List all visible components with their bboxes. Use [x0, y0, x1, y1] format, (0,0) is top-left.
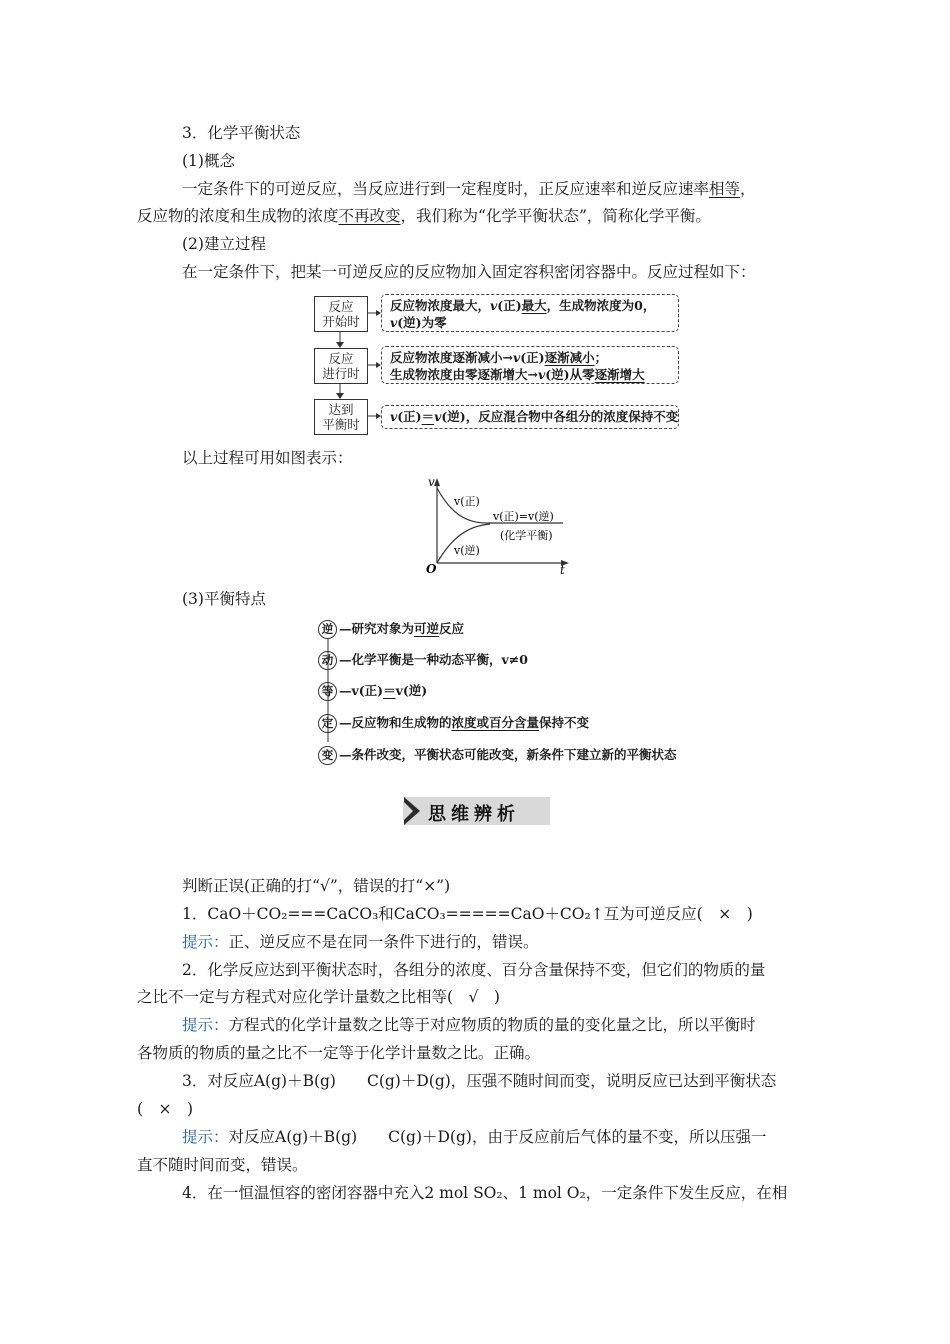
flow-step-progress: 反应 进行时: [314, 348, 368, 384]
graph-intro: 以上过程可用如图表示：: [182, 449, 353, 467]
question-2-line-2: 之比不一定与方程式对应化学计量数之比相等( √ ): [137, 988, 500, 1006]
feature-change: 变 —条件改变，平衡状态可能改变，新条件下建立新的平衡状态: [318, 746, 677, 765]
feature-reverse: 逆 —研究对象为可逆反应: [318, 620, 464, 639]
equilibrium-label: (化学平衡): [500, 529, 553, 542]
flow-connectors: [300, 290, 390, 440]
process-heading: (2)建立过程: [182, 235, 266, 253]
y-axis-label: v: [428, 475, 435, 489]
hint-1: 提示：正、逆反应不是在同一条件下进行的，错误。: [182, 933, 539, 951]
underline-equal: 相等: [709, 180, 741, 198]
rate-time-graph: [420, 472, 580, 577]
underline-unchanged: 不再改变: [338, 207, 401, 225]
concept-line-2: 反应物的浓度和生成物的浓度不再改变，我们称为“化学平衡状态”，简称化学平衡。: [137, 207, 711, 225]
feature-dynamic: 动 —化学平衡是一种动态平衡，v≠0: [318, 651, 528, 670]
flow-step-equilibrium: 达到 平衡时: [314, 399, 368, 435]
concept-line-1: 一定条件下的可逆反应，当反应进行到一定程度时，正反应速率和逆反应速率相等，: [182, 180, 756, 198]
hint-2-line-2: 各物质的物质的量之比不一定等于化学计量数之比。正确。: [137, 1044, 541, 1062]
circle-icon: 逆: [318, 620, 337, 639]
x-axis-label: t: [560, 563, 565, 577]
section-title: 3．化学平衡状态: [182, 124, 301, 142]
reverse-label: v(逆): [454, 544, 480, 557]
circle-icon: 定: [318, 714, 337, 733]
flow-step-start: 反应 开始时: [314, 296, 368, 332]
feature-equal: 等 —v(正)＝v(逆): [318, 682, 427, 701]
flow-desc-equilibrium: v(正)＝v(逆)，反应混合物中各组分的浓度保持不变: [381, 405, 679, 429]
hint-3-line-2: 直不随时间而变，错误。: [137, 1156, 308, 1174]
banner-title: 思维辨析: [428, 804, 520, 825]
question-3-line-1: 3．对反应A(g)＋B(g) C(g)＋D(g)，压强不随时间而变，说明反应已达到平衡状态: [182, 1072, 777, 1090]
flow-desc-start: 反应物浓度最大，v(正)最大，生成物浓度为0， v(逆)为零: [381, 294, 679, 332]
question-1: 1．CaO＋CO₂===CaCO₃和CaCO₃=====CaO＋CO₂↑互为可逆反应( × ): [182, 905, 753, 923]
hint-2-line-1: 提示：方程式的化学计量数之比等于对应物质的物质的量的变化量之比，所以平衡时: [182, 1016, 756, 1034]
concept-heading: (1)概念: [182, 152, 235, 170]
instruction: 判断正误(正确的打“√”，错误的打“×”): [182, 877, 451, 895]
hint-3-line-1: 提示：对反应A(g)＋B(g) C(g)＋D(g)，由于反应前后气体的量不变，所以压强一: [182, 1128, 767, 1146]
question-3-line-2: ( × ): [137, 1100, 194, 1118]
question-2-line-1: 2．化学反应达到平衡状态时，各组分的浓度、百分含量保持不变，但它们的物质的量: [182, 961, 766, 979]
flow-desc-progress: 反应物浓度逐渐减小→v(正)逐渐减小； 生成物浓度由零逐渐增大→v(逆)从零逐渐增大: [381, 346, 679, 384]
circle-icon: 变: [318, 746, 337, 765]
forward-label: v(正): [454, 495, 480, 508]
feature-fixed: 定 —反应物和生成物的浓度或百分含量保持不变: [318, 714, 589, 733]
section-banner: [404, 797, 550, 825]
question-4-line-1: 4．在一恒温恒容的密闭容器中充入2 mol SO₂、1 mol O₂，一定条件下发生反应，在相: [182, 1184, 788, 1202]
circle-icon: 动: [318, 651, 337, 670]
features-heading: (3)平衡特点: [182, 590, 266, 608]
process-text: 在一定条件下，把某一可逆反应的反应物加入固定容积密闭容器中。反应过程如下：: [182, 263, 756, 281]
equal-label: v(正)=v(逆): [493, 510, 554, 523]
origin-label: O: [426, 562, 437, 576]
circle-icon: 等: [318, 682, 337, 701]
